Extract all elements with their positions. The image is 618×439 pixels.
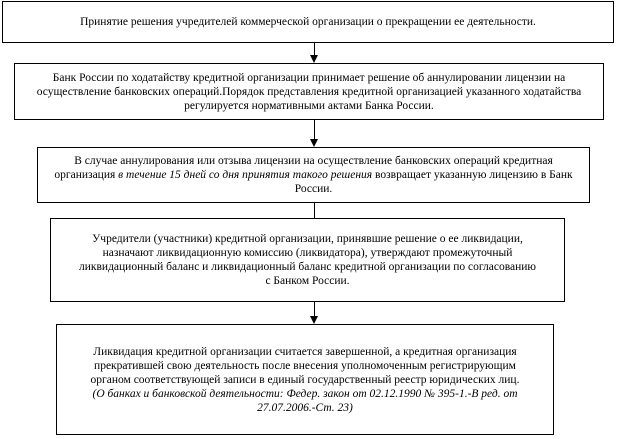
arrow-4-to-5 — [310, 302, 319, 324]
step-4-text: Учредители (участники) кредитной организации, принявшие решение о ее ликвидации, назначают ликвидационную комиссию (ликвидатора), утверждают промежуточный ликвидационный баланс и ликвидационный баланс кредитной организации по согласованию с Банком России. — [79, 233, 536, 287]
step-3-text-after: возвращает указанную лицензию в Банк России. — [294, 169, 573, 195]
step-5-content — [77, 345, 533, 415]
step-5-citation: (О банках и банковской деятельности: Федер. закон от 02.12.1990 № 395-1.-В ред. от 27.07.2006.-Ст. 23) — [92, 387, 518, 414]
step-3-box — [37, 147, 590, 203]
step-3-text — [50, 154, 577, 196]
step-2-box — [14, 63, 604, 120]
arrow-2-to-3 — [310, 120, 319, 147]
step-4-box — [50, 218, 565, 302]
step-5-text: Ликвидация кредитной организации считается завершенной, а кредитная организация прекратившей свою деятельность после внесения уполномоченным регистрирующим органом соответствующей записи в единый государственный реестр юридических лиц. — [90, 345, 520, 386]
step-3-text-before: В случае аннулирования или отзыва лицензии на осуществление банковских операций кредитная организация — [54, 155, 553, 181]
step-1-box — [2, 1, 614, 43]
step-5-box — [56, 324, 554, 435]
step-3-text-italic: в течение 15 дней со дня принятия такого решения — [118, 169, 373, 181]
step-2-text: Банк России по ходатайству кредитной организации принимает решение об аннулировании лицензии на осуществление банковских операций.Порядок представления кредитной организацией указанного ходатайства регулируется нормативными актами Банка России. — [36, 71, 582, 112]
step-1-text: Принятие решения учредителей коммерческой организации о прекращении ее деятельности. — [80, 16, 536, 28]
arrow-1-to-2 — [310, 43, 319, 63]
